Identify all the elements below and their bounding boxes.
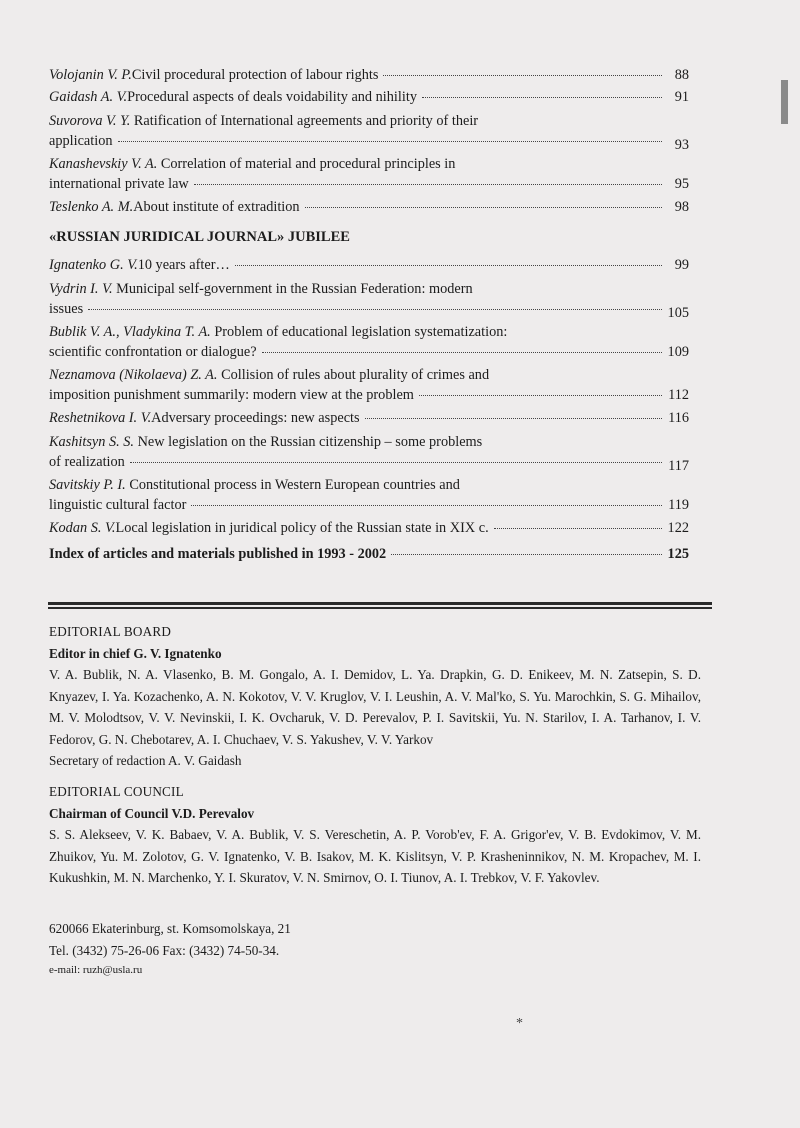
toc-entry bbox=[49, 474, 689, 515]
secretary: Secretary of redaction A. V. Gaidash bbox=[49, 753, 242, 768]
dot-leader bbox=[118, 141, 662, 142]
toc-author: Bublik V. A., Vladykina T. A. bbox=[49, 324, 211, 340]
toc-entry bbox=[49, 517, 689, 539]
page-number: 112 bbox=[668, 387, 689, 403]
toc-title: Constitutional process in Western European countries and bbox=[129, 477, 460, 493]
divider-thick bbox=[48, 602, 712, 605]
toc-title: Collision of rules about plurality of crimes and bbox=[221, 367, 490, 383]
footer-mark: * bbox=[516, 1016, 523, 1031]
page-number: 95 bbox=[674, 176, 689, 192]
toc-author: Kodan S. V. bbox=[49, 520, 116, 536]
toc-entry bbox=[49, 364, 689, 405]
page-number: 109 bbox=[667, 344, 689, 360]
page-number: 98 bbox=[674, 199, 689, 215]
address: 620066 Ekaterinburg, st. Komsomolskaya, 21 bbox=[49, 921, 291, 936]
toc-author: Kanashevskiy V. A. bbox=[49, 156, 158, 172]
toc-title: 10 years after… bbox=[137, 257, 230, 273]
dot-leader bbox=[130, 462, 662, 463]
dot-leader bbox=[365, 418, 662, 419]
page-number: 125 bbox=[667, 546, 689, 562]
index-entry bbox=[49, 543, 689, 565]
dot-leader bbox=[191, 505, 662, 506]
page-number: 117 bbox=[668, 458, 689, 474]
toc-entry bbox=[49, 254, 689, 276]
toc-title: Procedural aspects of deals voidability and nihility bbox=[127, 89, 417, 105]
dot-leader bbox=[235, 265, 662, 266]
dot-leader bbox=[494, 528, 662, 529]
toc-entry bbox=[49, 86, 689, 108]
dot-leader bbox=[88, 309, 662, 310]
toc-author: Reshetnikova I. V. bbox=[49, 410, 152, 426]
page-number: 122 bbox=[667, 520, 689, 536]
council-members: S. S. Alekseev, V. K. Babaev, V. A. Bublik, V. S. Vereschetin, A. P. Vorob'ev, F. A. Grigor'ev, V. B. Evdokimov, V. M. Zhuikov, Yu. M. Zolotov, G. V. Ignatenko, V. B. Isakov, M. K. Kislitsyn, V. P. Krasheninnikov, N. M. Kropachev, M. I. Kukushkin, M. N. Marchenko, Y. I. Skuratov, V. N. Smirnov, O. I. Tiunov, A. I. Trebkov, V. F. Yakovlev. bbox=[49, 827, 701, 885]
toc-author: Suvorova V. Y. bbox=[49, 113, 131, 129]
page-number: 93 bbox=[674, 137, 689, 153]
toc-entries-top bbox=[49, 64, 689, 218]
page-number: 88 bbox=[674, 67, 689, 83]
toc-author: Vydrin I. V. bbox=[49, 281, 113, 297]
dot-leader bbox=[194, 184, 662, 185]
divider-thin bbox=[48, 607, 712, 609]
index-title: Index of articles and materials published in 1993 - 2002 bbox=[49, 546, 387, 562]
toc-title: Adversary proceedings: new aspects bbox=[151, 410, 360, 426]
toc-entry bbox=[49, 196, 689, 218]
toc-author: Savitskiy P. I. bbox=[49, 477, 126, 493]
page-number: 105 bbox=[667, 305, 689, 321]
page-edge-mark bbox=[781, 80, 788, 124]
toc-title: linguistic cultural factor bbox=[49, 497, 187, 513]
dot-leader bbox=[262, 352, 662, 353]
toc-title: Local legislation in juridical policy of the Russian state in XIX c. bbox=[115, 520, 489, 536]
page-number: 99 bbox=[674, 257, 689, 273]
toc-title: application bbox=[49, 133, 113, 149]
toc-entry bbox=[49, 110, 689, 151]
phone-fax: Tel. (3432) 75-26-06 Fax: (3432) 74-50-34. bbox=[49, 942, 280, 958]
toc-entry bbox=[49, 278, 689, 319]
toc-entry bbox=[49, 431, 689, 472]
toc-title: Problem of educational legislation systematization: bbox=[214, 324, 508, 340]
toc-author: Neznamova (Nikolaeva) Z. A. bbox=[49, 367, 218, 383]
page-number: 91 bbox=[674, 89, 689, 105]
council-heading: EDITORIAL COUNCIL bbox=[49, 784, 184, 799]
toc-title: About institute of extradition bbox=[133, 199, 300, 215]
toc-title: Civil procedural protection of labour rights bbox=[131, 67, 379, 83]
section-title: «RUSSIAN JURIDICAL JOURNAL» JUBILEE bbox=[49, 229, 350, 245]
toc-author: Gaidash A. V. bbox=[49, 89, 128, 105]
toc-title: Correlation of material and procedural principles in bbox=[160, 156, 456, 172]
dot-leader bbox=[391, 554, 662, 555]
toc-title: scientific confrontation or dialogue? bbox=[49, 344, 257, 360]
contact-info bbox=[49, 918, 291, 979]
toc-entries-jubilee bbox=[49, 254, 689, 539]
toc-title: Ratification of International agreements and priority of their bbox=[133, 113, 479, 129]
toc-author: Teslenko A. M. bbox=[49, 199, 134, 215]
council-chairman: Chairman of Council V.D. Perevalov bbox=[49, 805, 255, 821]
toc-title: international private law bbox=[49, 176, 189, 192]
toc-title: of realization bbox=[49, 454, 125, 470]
page-number: 116 bbox=[668, 410, 689, 426]
dot-leader bbox=[419, 395, 662, 396]
dot-leader bbox=[422, 97, 662, 98]
editor-in-chief: Editor in chief G. V. Ignatenko bbox=[49, 645, 222, 661]
toc-title: Municipal self-government in the Russian Federation: modern bbox=[116, 281, 473, 297]
editorial-board bbox=[49, 621, 701, 772]
toc-author: Ignatenko G. V. bbox=[49, 257, 138, 273]
toc-title: issues bbox=[49, 301, 84, 317]
toc-entry bbox=[49, 321, 689, 362]
toc-title: New legislation on the Russian citizenship – some problems bbox=[137, 434, 483, 450]
board-members: V. A. Bublik, N. A. Vlasenko, B. M. Gongalo, A. I. Demidov, L. Ya. Drapkin, G. D. Enikeev, M. N. Zatsepin, S. D. Knyazev, I. Ya. Kozachenko, A. N. Kokotov, V. V. Kruglov, V. I. Leushin, A. V. Mal'ko, S. Yu. Marochkin, S. G. Mihailov, M. V. Molodtsov, V. V. Nevinskii, I. K. Ovcharuk, V. D. Perevalov, P. I. Savitskii, Yu. N. Starilov, I. A. Tarhanov, I. V. Fedorov, G. N. Chebotarev, A. I. Chuchaev, V. S. Yakushev, V. V. Yarkov bbox=[49, 667, 701, 747]
dot-leader bbox=[305, 207, 662, 208]
toc-entry bbox=[49, 407, 689, 429]
table-of-contents bbox=[49, 64, 689, 565]
page-number: 119 bbox=[668, 497, 689, 513]
dot-leader bbox=[383, 75, 662, 76]
toc-entry bbox=[49, 64, 689, 86]
toc-title: imposition punishment summarily: modern view at the problem bbox=[49, 387, 414, 403]
toc-author: Kashitsyn S. S. bbox=[49, 434, 134, 450]
email: e-mail: ruzh@usla.ru bbox=[49, 964, 143, 976]
board-heading: EDITORIAL BOARD bbox=[49, 624, 172, 639]
toc-author: Volojanin V. P. bbox=[49, 67, 132, 83]
toc-entry bbox=[49, 153, 689, 194]
editorial-council bbox=[49, 781, 701, 889]
